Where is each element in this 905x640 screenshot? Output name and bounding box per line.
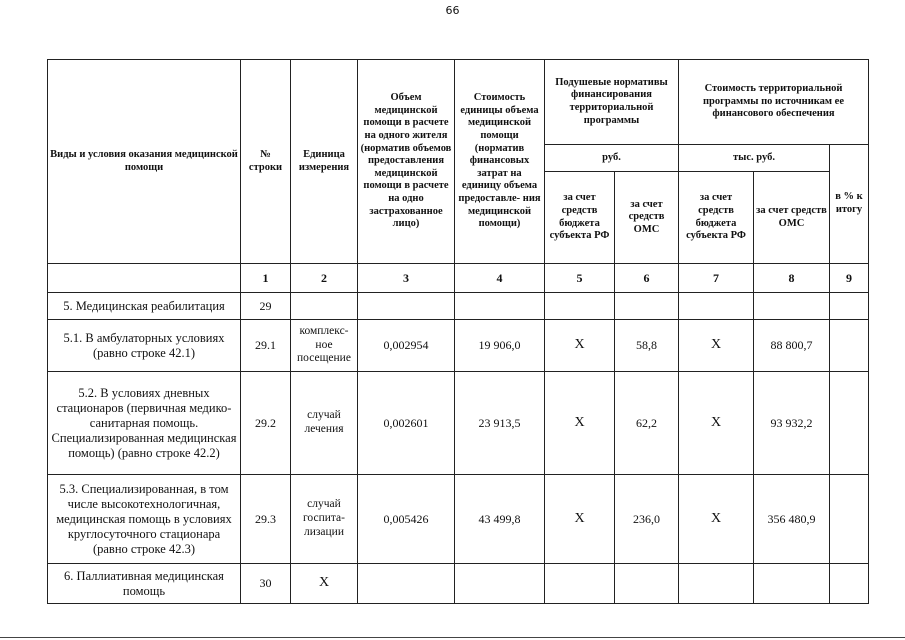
row-c7: X xyxy=(679,475,754,564)
row-volume: 0,002954 xyxy=(358,320,455,372)
row-line-number: 29.2 xyxy=(241,372,291,475)
header-group-cost: Стоимость территориальной программы по источникам ее финансового обеспечения xyxy=(679,60,869,145)
row-care-type: 5.2. В условиях дневных стационаров (первичная медико-санитарная помощь. Специализированная медицинская помощь) (равно строке 42.2) xyxy=(48,372,241,475)
header-group-norms: Подушевые нормативы финансирования территориальной программы xyxy=(545,60,679,145)
row-unit: случай госпита- лизации xyxy=(291,475,358,564)
header-row-1 xyxy=(48,60,869,145)
row-c9 xyxy=(830,475,869,564)
header-care-type: Виды и условия оказания медицинской помощи xyxy=(48,60,241,264)
scan-edge-line xyxy=(0,637,905,638)
row-line-number: 29 xyxy=(241,293,291,320)
row-care-type: 5. Медицинская реабилитация xyxy=(48,293,241,320)
table-row xyxy=(48,475,869,564)
row-c8 xyxy=(754,293,830,320)
medical-care-table xyxy=(47,59,869,604)
row-c6: 236,0 xyxy=(615,475,679,564)
column-number: 9 xyxy=(830,264,869,293)
header-col9-percent: в % к итогу xyxy=(830,145,869,264)
column-number: 3 xyxy=(358,264,455,293)
row-care-type: 6. Паллиативная медицинская помощь xyxy=(48,564,241,604)
header-line-number: № строки xyxy=(241,60,291,264)
row-volume xyxy=(358,564,455,604)
row-unit-cost xyxy=(455,293,545,320)
row-unit-cost: 23 913,5 xyxy=(455,372,545,475)
row-c9 xyxy=(830,293,869,320)
row-c8: 88 800,7 xyxy=(754,320,830,372)
column-number: 5 xyxy=(545,264,615,293)
column-number: 1 xyxy=(241,264,291,293)
header-unit-cost: Стоимость единицы объема медицинской помощи (норматив финансовых затрат на единицу объема предоставле- ния медицинской помощи) xyxy=(455,60,545,264)
row-volume: 0,005426 xyxy=(358,475,455,564)
page-number: 66 xyxy=(445,4,460,17)
table-row xyxy=(48,372,869,475)
column-number: 7 xyxy=(679,264,754,293)
row-c7: X xyxy=(679,372,754,475)
row-volume: 0,002601 xyxy=(358,372,455,475)
column-number: 2 xyxy=(291,264,358,293)
column-number: 8 xyxy=(754,264,830,293)
header-col7-budget: за счет средств бюджета субъекта РФ xyxy=(679,172,754,264)
row-c5 xyxy=(545,293,615,320)
row-c5 xyxy=(545,564,615,604)
table-row xyxy=(48,320,869,372)
column-number xyxy=(48,264,241,293)
row-c9 xyxy=(830,564,869,604)
row-c9 xyxy=(830,372,869,475)
row-line-number: 29.3 xyxy=(241,475,291,564)
row-c6 xyxy=(615,564,679,604)
row-c5: X xyxy=(545,372,615,475)
table-row xyxy=(48,564,869,604)
table-row xyxy=(48,293,869,320)
header-thous-rub: тыс. руб. xyxy=(679,145,830,172)
column-number-row xyxy=(48,264,869,293)
row-c8: 356 480,9 xyxy=(754,475,830,564)
column-number: 6 xyxy=(615,264,679,293)
row-c8 xyxy=(754,564,830,604)
row-unit xyxy=(291,293,358,320)
header-unit: Единица измерения xyxy=(291,60,358,264)
row-volume xyxy=(358,293,455,320)
header-volume: Объем медицинской помощи в расчете на одного жителя (норматив объемов предоставления медицинской помощи в расчете на одно застрахованное лицо) xyxy=(358,60,455,264)
row-unit: комплекс- ное посещение xyxy=(291,320,358,372)
row-c6: 62,2 xyxy=(615,372,679,475)
row-line-number: 30 xyxy=(241,564,291,604)
header-col8-oms: за счет средств ОМС xyxy=(754,172,830,264)
row-line-number: 29.1 xyxy=(241,320,291,372)
row-c5: X xyxy=(545,320,615,372)
row-c7 xyxy=(679,293,754,320)
row-unit-cost xyxy=(455,564,545,604)
row-unit: случай лечения xyxy=(291,372,358,475)
column-number: 4 xyxy=(455,264,545,293)
row-c6 xyxy=(615,293,679,320)
row-c8: 93 932,2 xyxy=(754,372,830,475)
header-rub: руб. xyxy=(545,145,679,172)
row-unit-cost: 43 499,8 xyxy=(455,475,545,564)
row-c5: X xyxy=(545,475,615,564)
row-c7: X xyxy=(679,320,754,372)
header-col5-budget: за счет средств бюджета субъекта РФ xyxy=(545,172,615,264)
row-unit: X xyxy=(291,564,358,604)
row-unit-cost: 19 906,0 xyxy=(455,320,545,372)
header-col6-oms: за счет средств ОМС xyxy=(615,172,679,264)
row-care-type: 5.1. В амбулаторных условиях (равно строке 42.1) xyxy=(48,320,241,372)
row-c9 xyxy=(830,320,869,372)
row-c6: 58,8 xyxy=(615,320,679,372)
row-c7 xyxy=(679,564,754,604)
row-care-type: 5.3. Специализированная, в том числе высокотехнологичная, медицинская помощь в условиях круглосуточного стационара (равно строке 42.3) xyxy=(48,475,241,564)
